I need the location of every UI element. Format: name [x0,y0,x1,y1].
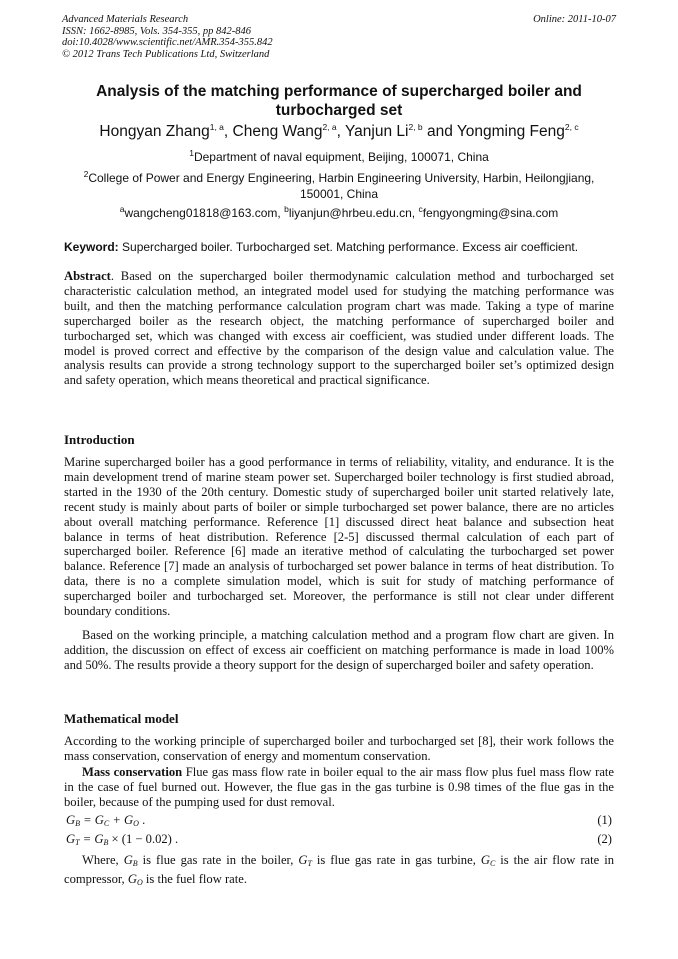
affiliation-2 [64,170,614,202]
journal-doi: doi:10.4028/www.scientific.net/AMR.354-355.842 [62,37,273,48]
author [345,123,457,140]
variable-definitions [64,853,614,891]
author-affiliation-mark: 2, b [408,121,423,132]
author-name: Yongming Feng [456,123,565,140]
where-text: Where, [82,853,124,867]
email-line [64,205,614,221]
affiliation-text: College of Power and Energy Engineering, Harbin Engineering University, Harbin, Heilongjiang, 150001, China [88,171,595,201]
author-name: Hongyan Zhang [99,123,210,140]
journal-name: Advanced Materials Research [62,14,189,25]
where-text: is flue gas rate in the boiler, [137,853,299,867]
author-separator: , [223,123,233,140]
email-mark: a [119,204,125,214]
author-separator: , [336,123,345,140]
journal-copyright: © 2012 Trans Tech Publications Ltd, Switzerland [62,48,270,60]
author [233,123,345,140]
introduction-paragraph-2 [64,628,614,673]
equation-1-number: (1) [597,813,612,827]
mass-conservation-label: Mass conservation [82,765,183,779]
keyword-text: Supercharged boiler. Turbocharged set. Matching performance. Excess air coefficient. [118,240,579,254]
math-paragraph-1: According to the working principle of supercharged boiler and turbocharged set [8], their work follows the mass conservation, conservation of energy and momentum conservation. [64,734,614,763]
where-text: is flue gas rate in gas turbine, [311,853,481,867]
abstract-label: Abstract [64,269,111,283]
mass-conservation-paragraph [64,765,614,810]
symbol-gc: $G_C$ [480,853,496,868]
equation-2-body: $G_T = G_B \times (1 - 0.02)$ . [66,832,179,847]
author-affiliation-mark: 2, c [564,121,579,132]
introduction-paragraph-2-text: Based on the working principle, a matching calculation method and a program flow chart are given. In addition, the discussion on effect of excess air coefficient on matching performance is made in load 100% and 50%. The results provide a theory support for the design of supercharged boiler and safety operation. [64,628,614,672]
author-list [64,122,614,142]
journal-issn: ISSN: 1662-8985, Vols. 354-355, pp 842-846 [62,25,251,37]
abstract-text: . Based on the supercharged boiler thermodynamic calculation method and turbocharged set characteristic calculation method, an integrated model used for studying the matching performance was built, and then the matching performance calculation program chart was made. Taking a type of marine supercharged boiler as the research object, the matching performance of supercharged boiler and turbocharged set, which was changed with excess air coefficient, was studied under different loads. The model is proved correct and effective by the comparison of the design value and calculation value. The analysis results can provide a strong technology support to the supercharged boiler set’s optimized design and safety operation, which means theoretical and practical significance. [64,269,614,388]
keywords [64,240,616,255]
equation-1 [64,813,614,831]
email-mark: b [284,204,289,214]
email-mark: c [418,204,423,214]
author-name: Yanjun Li [344,123,409,140]
author-affiliation-mark: 1, a [209,121,224,132]
author [99,123,232,140]
where-text: is the air flow rate in compressor, [64,853,614,886]
affiliation-mark: 2 [83,169,89,179]
introduction-heading: Introduction [64,432,135,447]
symbol-gt: $G_T$ [298,853,312,868]
affiliation-text: Department of naval equipment, Beijing, 100071, China [193,150,489,164]
symbol-go: $G_O$ [127,871,143,887]
paper-title: Analysis of the matching performance of supercharged boiler and turbocharged set [96,83,582,119]
email-link[interactable]: liyanjun@hrbeu.edu.cn, [288,206,419,220]
email-link[interactable]: wangcheng01818@163.com, [124,206,285,220]
online-date: Online: 2011-10-07 [533,14,616,25]
where-text: is the fuel flow rate. [142,871,247,886]
email-link[interactable]: fengyongming@sina.com [422,206,559,220]
affiliation-1 [64,149,614,165]
keyword-label: Keyword: [64,240,119,254]
author [457,123,579,140]
author-separator: and [422,123,457,140]
introduction-paragraph-1: Marine supercharged boiler has a good performance in terms of reliability, vitality, and endurance. It is the main development trend of marine steam power set. Supercharged boiler technology is first studied abroad, started in the 1930 of the 20th century. Domestic study of supercharged boiler unit started relatively late, recent study is mainly about parts of boiler or simple turbocharged set power balance, there are no articles about overall matching performance. Reference [1] discussed direct heat balance and subsection heat balance in terms of heat distribution. Reference [2-5] discussed thermal calculation of each part of supercharged boiler. Reference [6] made an iterative method of calculating the turbocharged set power balance. Reference [7] made an analysis of turbocharged set power balance in terms of heat distribution. To data, there is no a complete simulation model, which is suit for study of matching performance of supercharged boiler and turbocharged set. Moreover, the performance is still not clear under different boundary conditions. [64,455,614,619]
equation-1-body: $G_B = G_C + G_O$ . [66,813,146,828]
mass-conservation-text: Flue gas mass flow rate in boiler equal to the air mass flow plus fuel mass flow rate in the case of fuel burned out. However, the flue gas in the gas turbine is 0.98 times of the flue gas in the boiler, because of the pumping used for dust removal. [64,765,614,809]
affiliation-mark: 1 [189,148,194,158]
math-model-heading: Mathematical model [64,711,179,726]
journal-header [62,14,616,60]
author-name: Cheng Wang [232,123,323,140]
author-affiliation-mark: 2, a [322,121,337,132]
equation-2 [64,832,614,850]
symbol-gb: $G_B$ [123,853,138,868]
equation-2-number: (2) [597,832,612,846]
abstract [64,269,614,388]
